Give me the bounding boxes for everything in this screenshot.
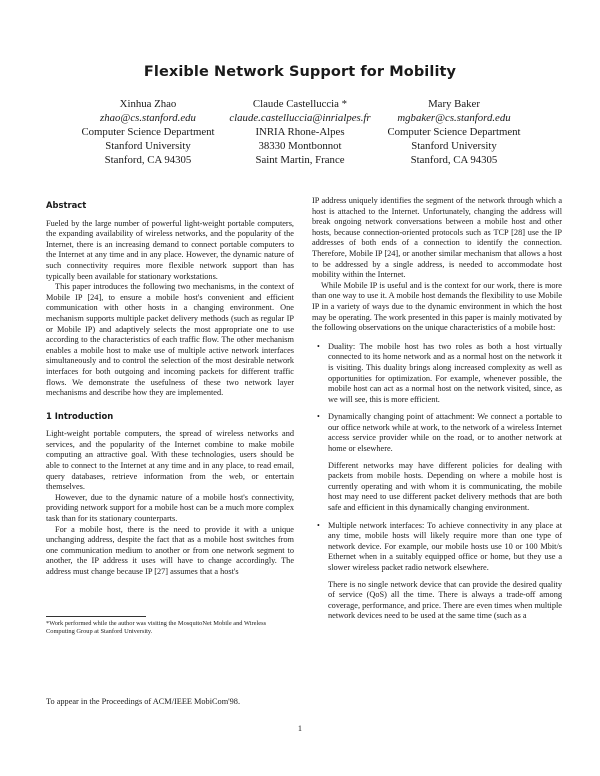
author-name: Xinhua Zhao: [119, 98, 177, 110]
abstract-paragraph: This paper introduces the following two mechanisms, in the context of Mobile IP [24], to ensure a mobile host's convenient and efficient communication with other hosts in a changing environment. One mechanism supports multiple packet delivery methods (such as regular IP or Mobile IP) and adaptively selects the most appropriate one to use according to the characteristics of each traffic flow. The other mechanism enables a mobile host to make use of multiple active network interfaces simultaneously and to control the selection of the most desirable network interfaces for both outgoing and incoming packets for different traffic flows. We demonstrate the usefulness of these two network layer mechanisms and describe how they are implemented.: [46, 282, 294, 398]
author-3: [364, 97, 544, 167]
list-item: [312, 412, 562, 513]
author-city: Stanford, CA 94305: [104, 154, 192, 166]
intro-paragraph: For a mobile host, there is the need to provide it with a unique unchanging address, despite the fact that as a mobile host switches from one communication medium to another or from one network segment to another, the IP address it uses will have to change accordingly. The address must change because IP [27] assumes that a host's: [46, 524, 294, 576]
list-item: [312, 521, 562, 622]
author-name: Mary Baker: [428, 98, 480, 110]
author-city: Saint Martin, France: [255, 154, 345, 166]
introduction-heading: 1 Introduction: [46, 410, 114, 421]
bullet-icon: •: [317, 520, 320, 530]
body-paragraph: While Mobile IP is useful and is the context for our work, there is more than one way to use it. A mobile host demands the flexibility to use Mobile IP in a variety of ways due to the dynamic environment in which the host may be operating. The work presented in this paper is mainly motivated by the following observations on the unique characteristics of a mobile host:: [312, 280, 562, 333]
page-number: 1: [297, 724, 303, 733]
paper-title: Flexible Network Support for Mobility: [143, 64, 457, 80]
author-email: zhao@cs.stanford.edu: [100, 112, 196, 124]
intro-paragraph: However, due to the dynamic nature of a mobile host's connectivity, providing network support for a mobile host can be a much more complex task than for its stationary counterparts.: [46, 492, 294, 524]
body-paragraph: IP address uniquely identifies the segment of the network through which a host is attached to the Internet. Unfortunately, changing the address will break ongoing network conversations between a mobile host and other hosts, because connection-oriented protocols such as TCP [28] use the IP addresses of both ends of a connection to identify the connection. Therefore, Mobile IP [24], or another similar mechanism that allows a host to be addressed by a single address, is needed to accommodate host mobility within the Internet.: [312, 196, 562, 280]
abstract-heading: Abstract: [46, 200, 87, 210]
list-item-text: Different networks may have different policies for dealing with packets from mobile hosts. Depending on where a mobile host is currently operating and with whom it is communicating, the mobile host may need to use different packet delivery methods that are both safe and efficient in this dynamically changing environment.: [328, 460, 562, 513]
author-email: claude.castelluccia@inrialpes.fr: [229, 112, 371, 124]
author-dept: INRIA Rhone-Alpes: [255, 126, 345, 138]
left-column: [46, 200, 294, 578]
bullet-icon: •: [317, 412, 320, 422]
bullet-icon: •: [317, 341, 320, 351]
footnote-rule: [46, 616, 146, 617]
author-org: Stanford University: [105, 140, 191, 152]
author-email: mgbaker@cs.stanford.edu: [397, 112, 511, 124]
author-name: Claude Castelluccia *: [252, 98, 348, 110]
abstract-paragraph: Fueled by the large number of powerful light-weight portable computers, the expanding availability of wireless networks, and the popularity of the Internet, there is an increasing demand to connect portable computers to the Internet at any time and in any place. However, the dynamic nature of such connectivity requires more flexible network support than has typically been available for stationary workstations.: [46, 218, 294, 281]
publication-note: To appear in the Proceedings of ACM/IEEE MobiCom'98.: [46, 697, 241, 706]
author-dept: Computer Science Department: [387, 126, 521, 138]
list-item-text: Duality: The mobile host has two roles as both a host virtually connected to its home network and as a normal host on the network it is visiting. This duality brings along increased complexity as well as opportunities for optimization. For example, whenever possible, the mobile host can act as a normal host on the network visited, since, as we will see, this is more efficient.: [328, 341, 562, 404]
list-item-text: Multiple network interfaces: To achieve connectivity in any place at any time, mobile hosts will likely require more than one type of network device. For example, our mobile hosts use 10 or 100 Mbit/s Ethernet when in a suitably equipped office or home, but they use a slower wireless packet radio network elsewhere.: [328, 520, 562, 572]
author-org: Stanford University: [411, 140, 497, 152]
footnote: *Work performed while the author was visiting the MosquitoNet Mobile and Wireless Computing Group at Stanford University.: [46, 620, 267, 635]
list-item-text: There is no single network device that can provide the desired quality of service (QoS) all the time. There is always a trade-off among coverage, performance, and price. There are even times when multiple network devices need to be used at the same time (such as a: [328, 579, 562, 621]
author-org: 38330 Montbonnot: [258, 140, 342, 152]
list-item-text: Dynamically changing point of attachment: We connect a portable to our office network while at work, to the network of a wireless Internet access service provider while on the road, or to another network at home or elsewhere.: [328, 412, 562, 454]
author-dept: Computer Science Department: [81, 126, 215, 138]
author-city: Stanford, CA 94305: [410, 154, 498, 166]
observation-list: [312, 342, 562, 622]
list-item: [312, 342, 562, 406]
intro-paragraph: Light-weight portable computers, the spread of wireless networks and services, and the popularity of the Internet combine to make mobile computing an attractive goal. With these technologies, users should be able to connect to the Internet at any time and in any place, to read email, query databases, retrieve information from the web, or entertain themselves.: [46, 429, 294, 492]
author-block: [0, 97, 600, 167]
right-column: [312, 196, 562, 629]
